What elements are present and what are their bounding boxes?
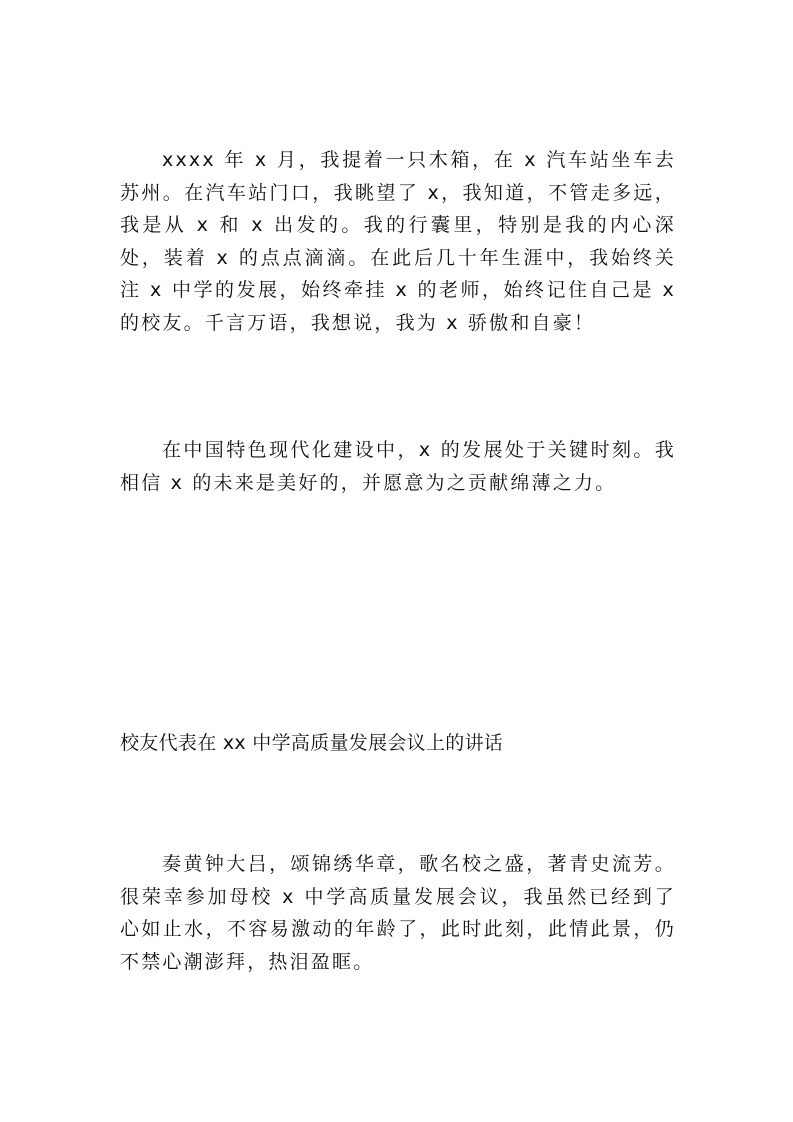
- body-paragraph-3: 奏黄钟大吕，颂锦绣华章，歌名校之盛，著青史流芳。很荣幸参加母校 x 中学高质量发展会议，我虽然已经到了心如止水，不容易激动的年龄了，此时此刻，此情此景，仍不禁心潮澎拜，热泪盈眶。: [120, 853, 676, 973]
- body-paragraph-1: xxxx 年 x 月，我提着一只木箱，在 x 汽车站坐车去苏州。在汽车站门口，我眺望了 x，我知道，不管走多远，我是从 x 和 x 出发的。我的行囊里，特别是我的内心深处，装着 x 的点点滴滴。在此后几十年生涯中，我始终关注 x 中学的发展，始终牵挂 x 的老师，始终记住自己是 x 的校友。千言万语，我想说，我为 x 骄傲和自豪！: [120, 149, 676, 334]
- speech-title: 校友代表在 xx 中学高质量发展会议上的讲话: [120, 732, 504, 754]
- body-paragraph-2: 在中国特色现代化建设中，x 的发展处于关键时刻。我相信 x 的未来是美好的，并愿意为之贡献绵薄之力。: [120, 439, 676, 494]
